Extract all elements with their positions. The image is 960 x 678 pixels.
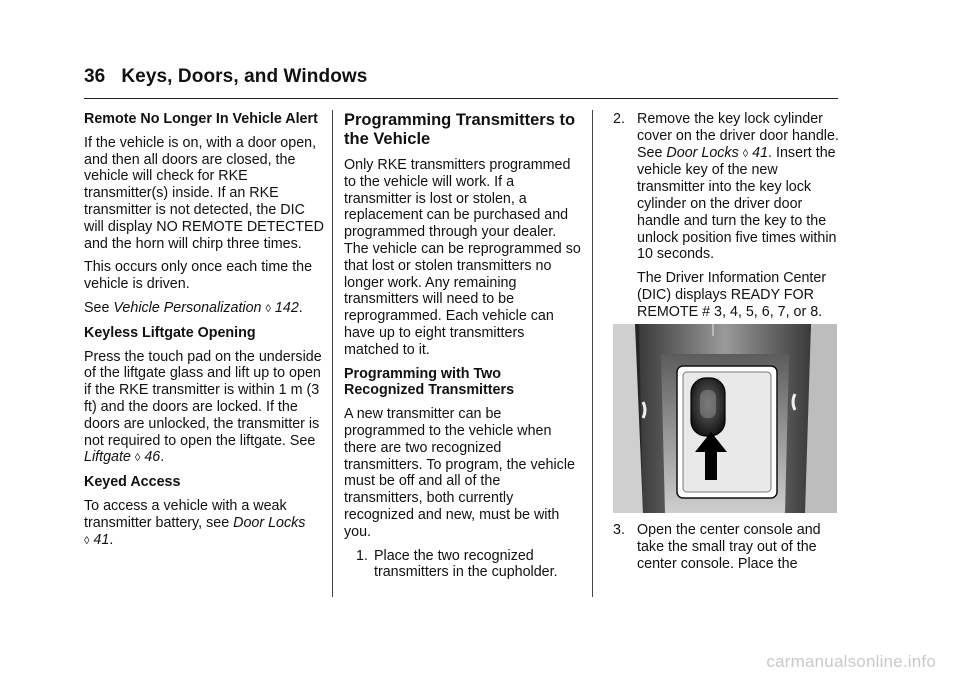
console-illustration-svg — [613, 324, 837, 513]
page-ref-46[interactable]: 46 — [144, 449, 161, 466]
page-ref-142[interactable]: 142 — [274, 299, 299, 316]
link-door-locks[interactable]: Door Locks — [233, 514, 306, 531]
column-2 — [344, 111, 582, 588]
page-header — [84, 66, 367, 88]
paragraph-programming: Only RKE transmitters programmed to the vehicle will work. If a transmitter is lost or stolen, a replacement can be purchased and programmed through your dealer. The vehicle can be reprogrammed so that lost or stolen transmitters no longer work. Any remaining transmitters will need to be reprogrammed. Each vehicle can have up to eight transmitters matched to it. — [344, 157, 581, 358]
paragraph-see-personalization: See Vehicle Personalization ◊ 142. — [84, 299, 303, 316]
step-text: Place the two recognized transmitters in the cupholder. — [374, 547, 558, 581]
column-divider-2 — [592, 110, 593, 597]
page-ref-41-step2[interactable]: 41 — [752, 144, 769, 161]
step-1 — [344, 548, 582, 582]
column-1 — [84, 111, 324, 556]
heading-keyed-access: Keyed Access — [84, 474, 181, 491]
page-number: 36 — [84, 66, 106, 87]
header-rule — [84, 98, 838, 99]
step-number: 2. — [613, 111, 625, 127]
paragraph-two-recognized: A new transmitter can be programmed to the vehicle when there are two recognized transmitters. To program, the vehicle must be off and all of the transmitters, both currently recognized and new, must be with you. — [344, 406, 575, 540]
paragraph-once: This occurs only once each time the vehicle is driven. — [84, 259, 313, 293]
link-liftgate[interactable]: Liftgate — [84, 449, 131, 466]
heading-remote-alert: Remote No Longer In Vehicle Alert — [84, 111, 318, 127]
column-3-lower — [613, 522, 841, 579]
link-door-locks-step2[interactable]: Door Locks — [666, 144, 739, 161]
page-ref-41[interactable]: 41 — [93, 531, 110, 548]
watermark-text: carmanualsonline.info — [766, 652, 936, 671]
link-vehicle-personalization[interactable]: Vehicle Personalization — [113, 299, 262, 316]
page-ref-icon: ◊ — [265, 302, 271, 315]
paragraph-keyed-access: To access a vehicle with a weak transmitter battery, see Door Locks ◊ 41. — [84, 497, 306, 548]
page-ref-icon: ◊ — [134, 452, 141, 465]
step-3 — [613, 522, 841, 572]
heading-programming-transmitters: Programming Transmitters to the Vehicle — [344, 111, 576, 148]
step-number: 3. — [613, 522, 625, 538]
step-2-note: The Driver Information Center (DIC) displays READY FOR REMOTE # 3, 4, 5, 6, 7, or 8. — [637, 270, 827, 320]
heading-two-recognized: Programming with Two Recognized Transmitters — [344, 365, 515, 399]
column-divider-1 — [332, 110, 333, 597]
page-ref-icon: ◊ — [742, 147, 749, 160]
step-number: 1. — [356, 547, 368, 564]
step-text: Open the center console and take the small tray out of the center console. Place the — [637, 522, 821, 572]
paragraph-keyless-liftgate: Press the touch pad on the underside of the liftgate glass and lift up to open if the RKE transmitter is within 1 m (3 ft) and the doors are locked. If the doors are unlocked, the transmitter is not required to open the liftgate. See Liftgate ◊ 46. — [84, 348, 322, 466]
column-3 — [613, 111, 841, 328]
paragraph-remote-alert: If the vehicle is on, with a door open, and then all doors are closed, the vehicle will check for RKE transmitter(s) inside. If an RKE transmitter is not detected, the DIC will display NO REMOTE DETECTED and the horn will chirp three times. — [84, 134, 324, 252]
page-ref-icon: ◊ — [84, 534, 90, 547]
step-2: 2. Remove the key lock cylinder cover on the driver door handle. See Door Locks ◊ 41. Insert the vehicle key of the new transmitter into the key lock cylinder on the driver door handle and turn the key to the unlock position five times within 10 seconds. — [613, 111, 839, 263]
section-title: Keys, Doors, and Windows — [121, 66, 368, 87]
heading-keyless-liftgate: Keyless Liftgate Opening — [84, 324, 256, 341]
console-transmitter-illustration — [613, 324, 837, 513]
